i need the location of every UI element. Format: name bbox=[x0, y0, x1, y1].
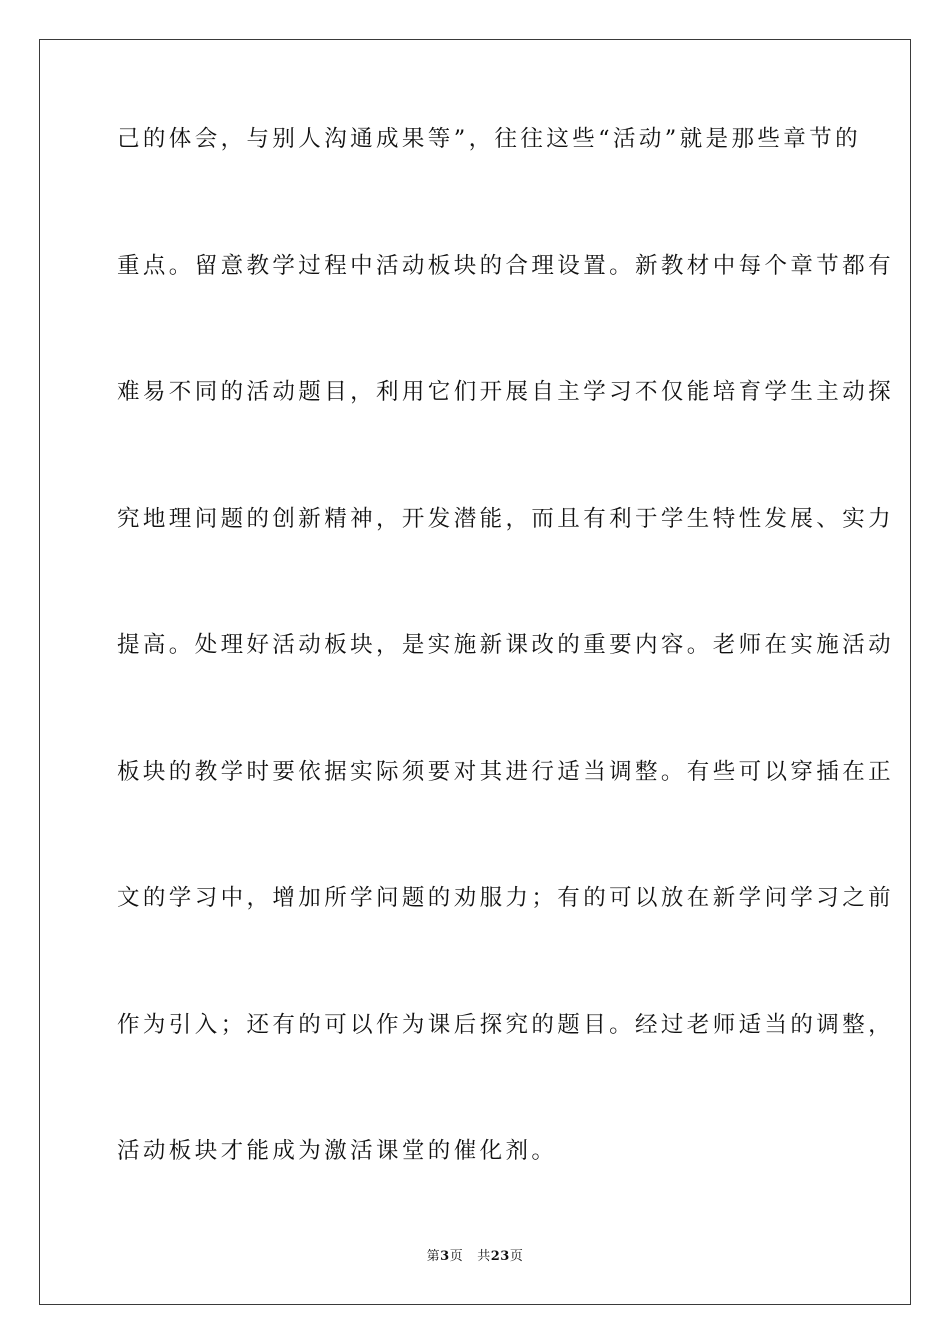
text-line-2: 重点。留意教学过程中活动板块的合理设置。新教材中每个章节都有 bbox=[117, 252, 895, 279]
page-footer bbox=[0, 1249, 950, 1265]
text-line-1: 己的体会，与别人沟通成果等”，往往这些“活动”就是那些章节的 bbox=[117, 126, 862, 152]
text-line-5: 提高。处理好活动板块，是实施新课改的重要内容。老师在实施活动 bbox=[117, 632, 895, 658]
text-line-3: 难易不同的活动题目，利用它们开展自主学习不仅能培育学生主动探 bbox=[117, 379, 895, 405]
text-line-4: 究地理问题的创新精神，开发潜能，而且有利于学生特性发展、实力 bbox=[117, 505, 895, 532]
text-line-6: 板块的教学时要依据实际须要对其进行适当调整。有些可以穿插在正 bbox=[117, 758, 895, 785]
text-line-8: 作为引入；还有的可以作为课后探究的题目。经过老师适当的调整， bbox=[117, 1011, 895, 1038]
page-number: 3 bbox=[440, 1249, 450, 1264]
page-prefix: 第 bbox=[426, 1249, 441, 1264]
total-pages: 23 bbox=[490, 1249, 510, 1264]
text-line-9: 活动板块才能成为激活课堂的催化剂。 bbox=[117, 1138, 558, 1164]
page-suffix: 页 bbox=[449, 1249, 464, 1264]
total-prefix: 共 bbox=[477, 1249, 491, 1264]
text-line-7: 文的学习中，增加所学问题的劝服力；有的可以放在新学问学习之前 bbox=[117, 885, 895, 911]
total-suffix: 页 bbox=[509, 1249, 524, 1264]
body-text bbox=[117, 126, 895, 1164]
